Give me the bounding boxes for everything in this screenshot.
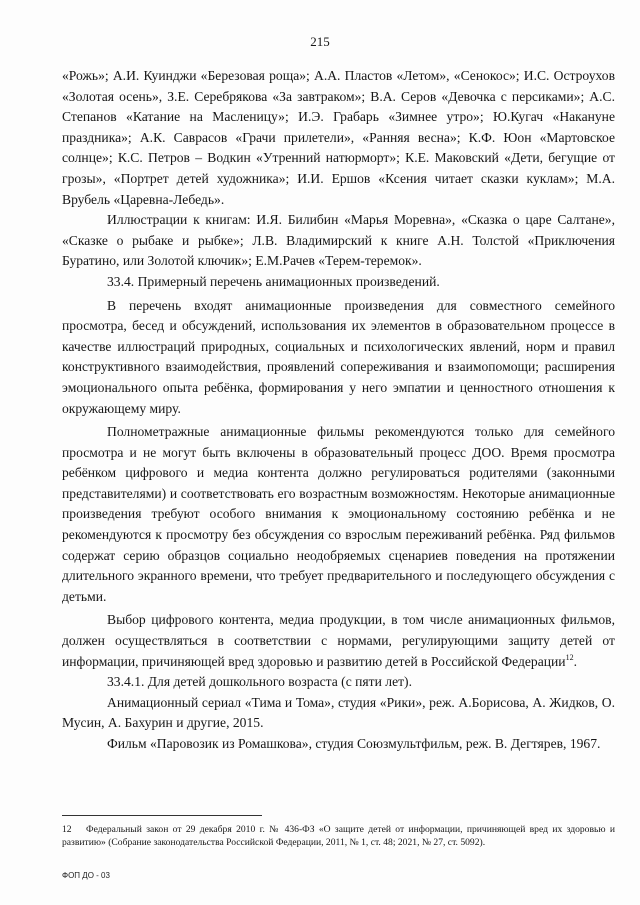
animation-purpose-paragraph: В перечень входят анимационные произведения для совместного семейного просмотра, бесед и обсуждений, использования их элементов в образовательном процессе в качестве иллюстраций природных, социальных и психологических явлений, норм и правил конструктивного взаимодействия, проявлений сопереживания и взаимопомощи; расширения эмоционального опыта ребёнка, формирования у него эмпатии и ценностного отношения к окружающему миру. — [62, 297, 615, 416]
paintings-list-paragraph: «Рожь»; А.И. Куинджи «Березовая роща»; А.А. Пластов «Летом», «Сенокос»; И.С. Остроухов «Золотая осень», З.Е. Серебрякова «За завтраком»; В.А. Серов «Девочка с персиками»; А.С. Степанов «Катание на Масленицу»; И.Э. Грабарь «Зимнее утро»; Ю.Кугач «Накануне праздника»; А.К. Саврасов «Грачи прилетели», «Ранняя весна»; К.Ф. Юон «Мартовское солнце»; К.С. Петров – Водкин «Утренний натюрморт»; К.Е. Маковский «Дети, бегущие от грозы», «Портрет детей художника»; И.И. Ершов «Ксения читает сказки куклам»; М.А. Врубель «Царевна-Лебедь». — [62, 68, 615, 207]
footnote-divider — [62, 815, 262, 816]
footnote-mark: 12 — [62, 824, 72, 835]
feature-films-paragraph: Полнометражные анимационные фильмы рекомендуются только для семейного просмотра и не могут быть включены в образовательный процесс ДОО. Время просмотра ребёнком цифрового и медиа контента должно регулироваться родителями (законными представителями) и соответствовать его возрастным возможностям. Некоторые анимационные произведения требуют особого внимания к эмоциональному состоянию ребёнка и не рекомендуются к просмотру без обсуждения со взрослым переживаний ребёнка. Ряд фильмов содержат серию образцов социально неодобряемых сценариев поведения на протяжении длительного экранного времени, что требует предварительного и последующего обсуждения с детьми. — [62, 424, 615, 604]
illustrations-paragraph: Иллюстрации к книгам: И.Я. Билибин «Марья Моревна», «Сказка о царе Салтане», «Сказке о рыбаке и рыбке»; Л.В. Владимирский к книге А.Н. Толстой «Приключения Буратино, или Золотой ключик»; Е.М.Рачев «Терем-теремок». — [62, 212, 615, 269]
footnote-reference: 12 — [565, 652, 574, 662]
section-heading-33-4: 33.4. Примерный перечень анимационных произведений. — [107, 273, 440, 289]
footnote — [62, 823, 615, 850]
footnote-text: Федеральный закон от 29 декабря 2010 г. № 436-ФЗ «О защите детей от информации, причиняющей вред их здоровью и развитию» (Собрание законодательства Российской Федерации, 2011, № 1, ст. 48; 2021, № 27, ст. 5092). — [62, 824, 615, 849]
page-number: 215 — [310, 34, 330, 49]
content-choice-paragraph: Выбор цифрового контента, медиа продукции, в том числе анимационных фильмов, должен осуществляться в соответствии с нормами, регулирующими защиту детей от информации, причиняющей вред здоровью и развитию детей в Российской Федерации$^{12}$. — [62, 612, 615, 669]
section-heading-33-4-1: 33.4.1. Для детей дошкольного возраста (с пяти лет). — [107, 674, 412, 690]
film-entry-parovozik: Фильм «Паровозик из Ромашкова», студия Союзмультфильм, реж. В. Дегтярев, 1967. — [107, 736, 601, 751]
film-entry-tima-i-toma: Анимационный сериал «Тима и Тома», студия «Рики», реж. А.Борисова, А. Жидков, О. Мусин, А. Бахурин и другие, 2015. — [62, 694, 615, 731]
document-code: ФОП ДО - 03 — [62, 871, 110, 880]
content-choice-text: Выбор цифрового контента, медиа продукции, в том числе анимационных фильмов, должен осуществляться в соответствии с нормами, регулирующими защиту детей от информации, причиняющей вред здоровью и развитию детей в Российской Федерации — [62, 612, 615, 669]
document-body — [62, 66, 615, 755]
